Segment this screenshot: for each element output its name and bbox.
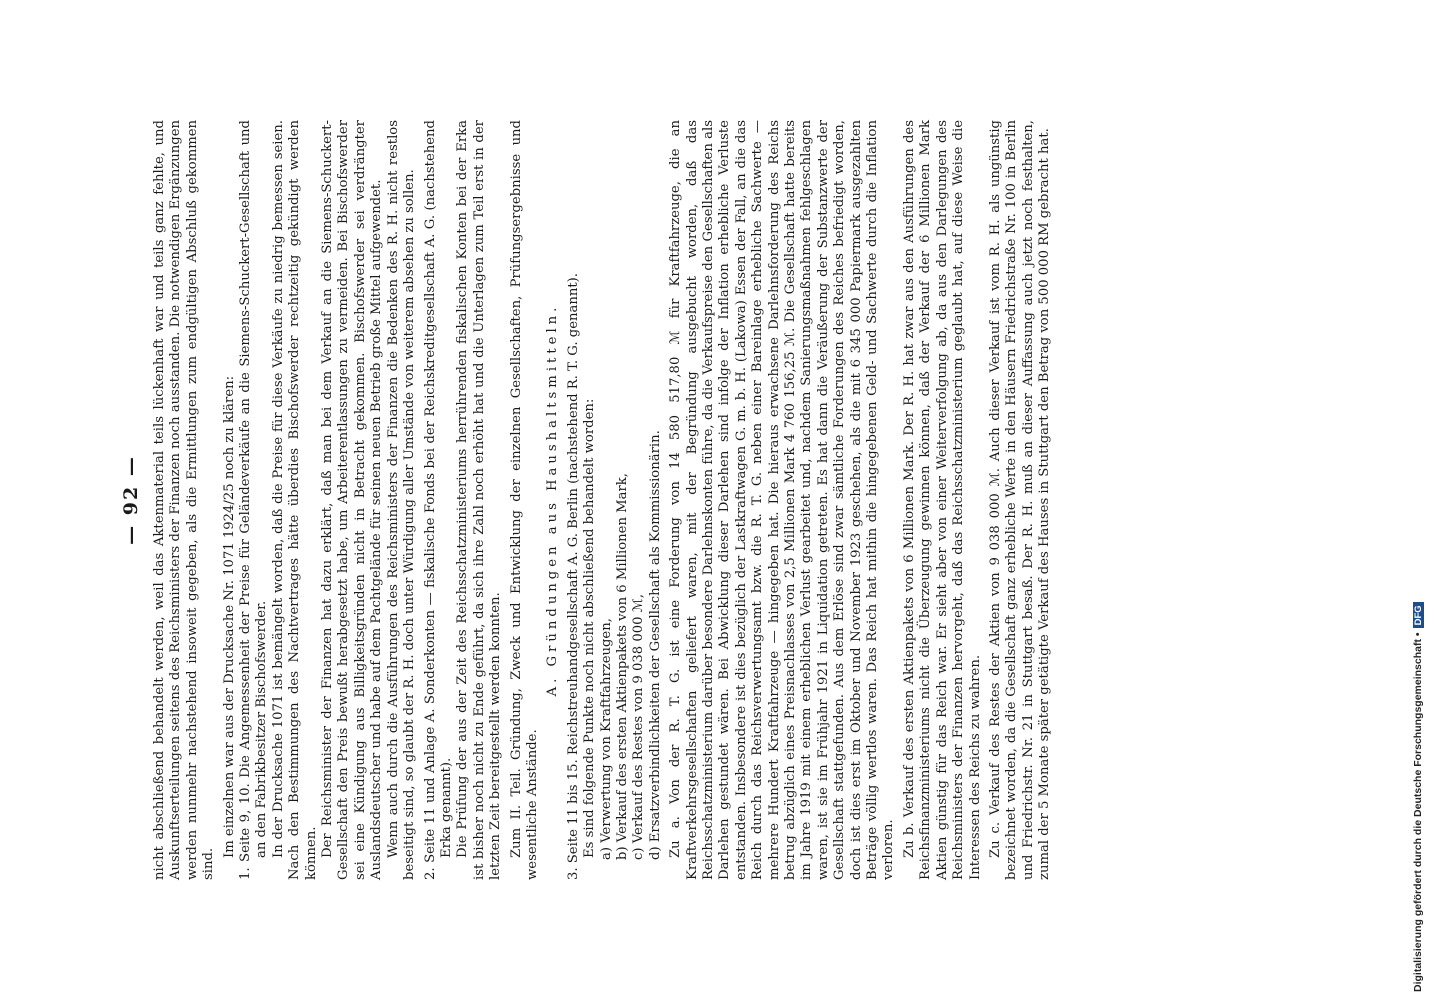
paragraph: Wenn auch durch die Ausführungen des Reichsministers der Finanzen die Bedenken des R. H. nicht restlos beseitigt sind, so glaubt der R. H. doch unter Würdigung aller Umstände von weiterem absehen zu sollen. [385,120,418,880]
list-item: 1. Seite 9, 10. Die Angemessenheit der Preise für Geländeverkäufe an die Siemens-Schuckert-Gesellschaft und an den Fabrikbesitzer Bischofswerder. [238,120,270,880]
digitization-credit [1412,602,1424,992]
list-item: c) Verkauf des Restes von 9 038 000 ℳ, [631,593,647,860]
list-item: 2. Seite 11 und Anlage A. Sonderkonten — fiskalische Fonds bei der Reichskreditgesellschaft A. G. (nachstehend Erka genannt). [422,120,454,880]
credit-text: Digitalisierung gefördert durch die Deutsche Forschungsgemeinschaft • [1412,632,1424,992]
paragraph: Der Reichsminister der Finanzen hat dazu erklärt, daß man bei dem Verkauf an die Siemens-Schuckert-Gesellschaft den Preis bewußt herabgesetzt habe, um Arbeiterentlassungen zu vermeiden. Bei Bischofswerder sei eine Kündigung aus Billigkeitsgründen nicht in Betracht gekommen. Bischofswerder sei verdrängter Auslandsdeutscher und habe auf dem Pachtgelände für seinen neuen Betrieb große Mittel aufgewendet. [320,120,385,880]
list-item: a) Verwertung von Kraftfahrzeugen, [598,618,614,860]
paragraph: Es sind folgende Punkte noch nicht abschließend behandelt worden: [582,398,598,858]
list-item: 3. Seite 11 bis 15. Reichstreuhandgesellschaft A. G. Berlin (nachstehend R. T. G. genannt). [565,273,581,880]
section-heading: Zum II. Teil. Gründung, Zweck und Entwicklung der einzelnen Gesellschaften, Prüfungsergebnisse und wesentliche Anstände. [508,120,540,880]
list-item: d) Ersatzverbindlichkeiten der Gesellschaft als Kommissionärin. [647,430,663,860]
document-page [120,120,1054,880]
paragraph: Im einzelnen war aus der Drucksache Nr. 1071 1924/25 noch zu klären: [221,375,237,858]
paragraph: Die Prüfung der aus der Zeit des Reichsschatzministeriums herrührenden fiskalischen Konten bei der Erka ist bisher noch nicht zu Ende geführt, da sich ihre Zahl noch erhöht hat und die Unterlagen zum Teil erst in der letzten Zeit bereitgestellt werden konnten. [455,120,504,880]
page-number: — 92 — [120,455,142,545]
subsection-heading: A. Gründungen aus Haushaltsmitteln. [545,303,561,697]
dfg-logo: DFG [1413,602,1424,628]
rotated-page [120,120,1290,880]
paragraph: Zu a. Von der R. T. G. ist eine Forderung von 14 580 517,80 ℳ für Kraftfahrzeuge, die an Kraftverkehrsgesellschaften geliefert waren, mit der Begründung ausgebucht worden, daß das Reichsschatzministerium darüber besondere Darlehnskonten führe, da die Verkaufspreise den Gesellschaften als Darlehen gestundet wären. Bei Abwicklung dieser Darlehen sind infolge der Inflation erhebliche Verluste entstanden. Insbesondere ist dies bezüglich der Lastkraftwagen G. m. b. H. (Lakowa) Essen der Fall, an die das Reich durch das Reichsverwertungsamt bzw. die R. T. G. neben einer Bareinlage erhebliche Sachwerte — mehrere Hundert Kraftfahrzeuge — hingegeben hat. Die hieraus erwachsene Darlehnsforderung des Reichs betrug abzüglich eines Preisnachlasses von 2,5 Millionen Mark 4 760 156,25 ℳ. Die Gesellschaft hatte bereits im Jahre 1919 mit einem erheblichen Verlust gearbeitet und, nachdem Sanierungsmaßnahmen fehlgeschlagen waren, ist sie im Frühjahr 1921 in Liquidation getreten. Es hat dann die Veräußerung der Substanzwerte der Gesellschaft stattgefunden. Aus dem Erlöse sind zwar sämtliche Forderungen des Reiches befriedigt worden, doch ist dies erst im Oktober und November 1923 geschehen, als die mit 6 345 000 Papiermark ausgezahlten Beträge völlig wertlos waren. Das Reich hat mithin die hingegebenen Geld- und Sachwerte durch die Inflation verloren. [668,120,897,880]
paragraph: In der Drucksache 1071 ist bemängelt worden, daß die Preise für diese Verkäufe zu niedrig bemessen seien. Nach den Bestimmungen des Nachtvertrages hätte überdies Bischofswerder rechtzeitig gekündigt werden können. [270,120,319,880]
paragraph: Zu b. Verkauf des ersten Aktienpakets von 6 Millionen Mark. Der R. H. hat zwar aus den Ausführungen des Reichsfinanzministeriums nicht die Überzeugung gewinnen können, daß der Verkauf der 6 Millionen Mark Aktien günstig für das Reich war. Er sieht aber von einer Weiterverfolgung ab, da aus den Darlegungen des Reichsministers der Finanzen hervorgeht, daß das Reichsschatzministerium geglaubt hat, auf diese Weise die Interessen des Reichs zu wahren. [901,120,983,880]
paragraph: Zu c. Verkauf des Restes der Aktien von 9 038 000 ℳ. Auch dieser Verkauf ist vom R. H. als ungünstig bezeichnet worden, da die Gesellschaft ganz erhebliche Werte in den Häusern Friedrichstraße Nr. 100 in Berlin und Friedrichstr. Nr. 21 in Stuttgart besaß. Der R. H. muß an dieser Auffassung auch jetzt noch festhalten, zumal der 5 Monate später getätigte Verkauf des Hauses in Stuttgart den Betrag von 500 000 RM gebracht hat. [987,120,1053,880]
list-item: b) Verkauf des ersten Aktienpakets von 6 Millionen Mark, [614,473,630,860]
paragraph: nicht abschließend behandelt werden, weil das Aktenmaterial teils lückenhaft war und teils ganz fehlte, und Auskunftserteilungen seitens des Reichsministers der Finanzen noch ausstanden. Die notwendigen Ergänzungen werden nunmehr nachstehend insoweit gegeben, als die Ermittlungen zum endgültigen Abschluß gekommen sind. [152,120,217,880]
